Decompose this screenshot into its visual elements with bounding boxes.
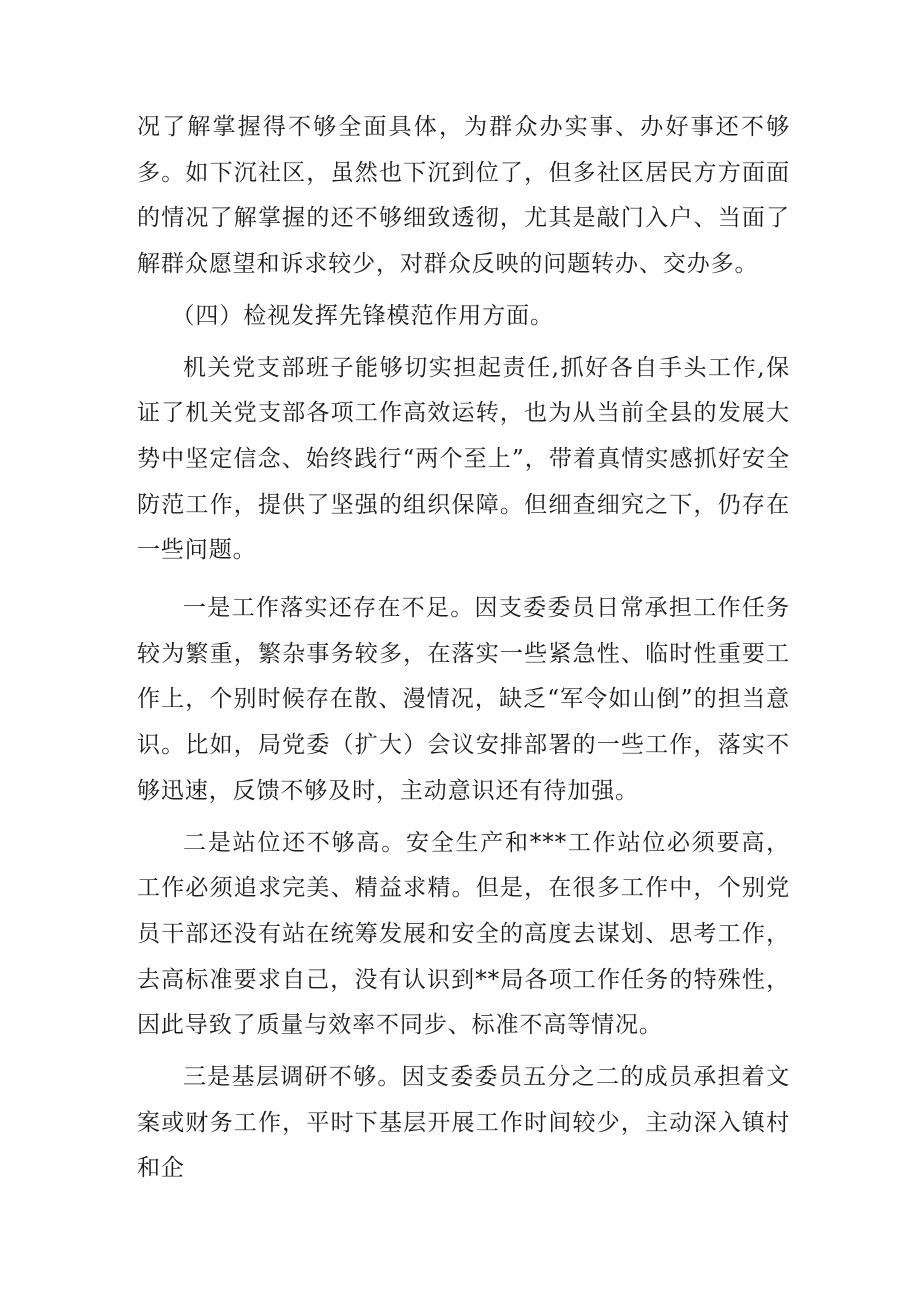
section-heading: （四）检视发挥先锋模范作用方面。 (171, 302, 554, 329)
document-body (137, 105, 790, 1192)
paragraph-point-2: 二是站位还不够高。安全生产和***工作站位必须要高，工作必须追求完美、精益求精。但是，在很多工作中，个别党员干部还没有站在统筹发展和安全的高度去谋划、思考工作，去高标准要求自己，没有认识到**局各项工作任务的特殊性，因此导致了质量与效率不同步、标准不高等情况。 (137, 829, 790, 1039)
paragraph-point-1: 一是工作落实还存在不足。因支委委员日常承担工作任务较为繁重，繁杂事务较多，在落实一些紧急性、临时性重要工作上，个别时候存在散、漫情况，缺乏“军令如山倒”的担当意识。比如，局党委（扩大）会议安排部署的一些工作，落实不够迅速，反馈不够及时，主动意识还有待加强。 (137, 595, 790, 804)
paragraph-continued: 况了解掌握得不够全面具体，为群众办实事、办好事还不够多。如下沉社区，虽然也下沉到位了，但多社区居民方方面面的情况了解掌握的还不够细致透彻，尤其是敲门入户、当面了解群众愿望和诉求较少，对群众反映的问题转办、交办多。 (137, 114, 790, 278)
paragraph-intro: 机关党支部班子能够切实担起责任,抓好各自手头工作,保证了机关党支部各项工作高效运转，也为从当前全县的发展大势中坚定信念、始终践行“两个至上”，带着真情实感抓好安全防范工作，提供了坚强的组织保障。但细查细究之下，仍存在一些问题。 (137, 354, 790, 564)
paragraph-point-3: 三是基层调研不够。因支委委员五分之二的成员承担着文案或财务工作，平时下基层开展工作时间较少，主动深入镇村和企 (137, 1064, 790, 1182)
